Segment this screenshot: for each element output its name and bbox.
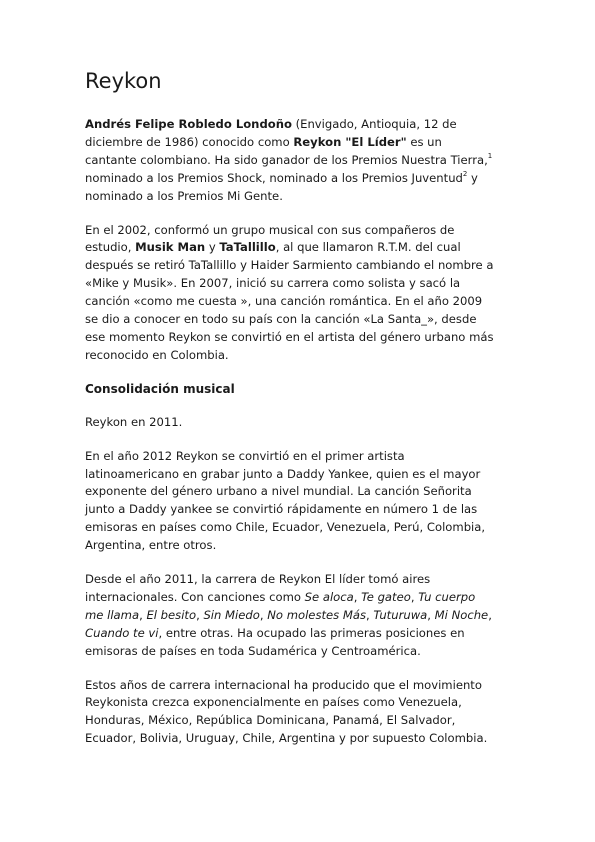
song-title: Tuturuwa xyxy=(373,607,428,622)
tatallillo: TaTallillo xyxy=(219,240,276,255)
song-title: El besito xyxy=(146,607,197,622)
early-career-paragraph: En el 2002, conformó un grupo musical con sus compañeros de estudio, Musik Man y TaTallillo, al que llamaron R.T.M. del cual después se retiró TaTallillo y Haider Sarmiento cambiando el nombre a «Mike y Musik». En 2007, inició su carrera como solista y sacó la canción «como me cuesta », una canción romántica. En el año 2009 se dio a conocer en todo su país con la canción «La Santa_», desde ese momento Reykon se convirtió en el artista del género urbano más reconocido en Colombia. xyxy=(85,222,494,362)
intro-paragraph: Andrés Felipe Robledo Londoño (Envigado, Antioquia, 12 de diciembre de 1986) conocido como Reykon "El Líder" es un cantante colombiano. Ha sido ganador de los Premios Nuestra Tierra,$^1$ nominado a los Premios Shock, nominado a los Premios Juventud$^2$ y nominado a los Premios Mi Gente. xyxy=(85,117,493,203)
song-title: Cuando te vi xyxy=(85,625,159,640)
song-title: Mi Noche xyxy=(434,607,489,622)
section-heading: Consolidación musical xyxy=(85,381,235,396)
song-title: Te gateo xyxy=(361,589,411,604)
page-title: Reykon xyxy=(85,69,162,93)
full-name: Andrés Felipe Robledo Londoño xyxy=(85,117,292,131)
international-paragraph: Desde el año 2011, la carrera de Reykon El líder tomó aires internacionales. Con canciones como Se aloca, Te gateo, Tu cuerpo me llama, El besito, Sin Miedo, No molestes Más, Tuturuwa, Mi Noche, Cuando te vi, entre otras. Ha ocupado las primeras posiciones en emisoras de países en toda Sudamérica y Centroamérica. xyxy=(85,572,492,658)
reference-1[interactable]: 1 xyxy=(487,151,493,160)
image-caption: Reykon en 2011. xyxy=(85,414,183,429)
reykonista-paragraph: Estos años de carrera internacional ha producido que el movimiento Reykonista crezca exponencialmente en países como Venezuela, Honduras, México, República Dominicana, Panamá, El Salvador, Ecuador, Bolivia, Uruguay, Chile, Argentina y por supuesto Colombia. xyxy=(85,677,488,746)
song-title: Sin Miedo xyxy=(203,607,260,622)
reference-2[interactable]: 2 xyxy=(462,169,468,178)
musik-man: Musik Man xyxy=(135,240,206,255)
daddy-yankee-paragraph: En el año 2012 Reykon se convirtió en el primer artista latinoamericano en grabar junto a Daddy Yankee, quien es el mayor exponente del género urbano a nivel mundial. La canción Señorita junto a Daddy yankee se convirtió rápidamente en número 1 de las emisoras en países como Chile, Ecuador, Venezuela, Perú, Colombia, Argentina, entre otros. xyxy=(85,448,486,553)
alias: Reykon "El Líder" xyxy=(293,134,407,149)
document-page xyxy=(85,66,495,764)
song-title: Se aloca xyxy=(304,589,354,604)
song-title: No molestes Más xyxy=(267,607,367,622)
song-title: Tu cuerpo me llama xyxy=(85,589,476,622)
